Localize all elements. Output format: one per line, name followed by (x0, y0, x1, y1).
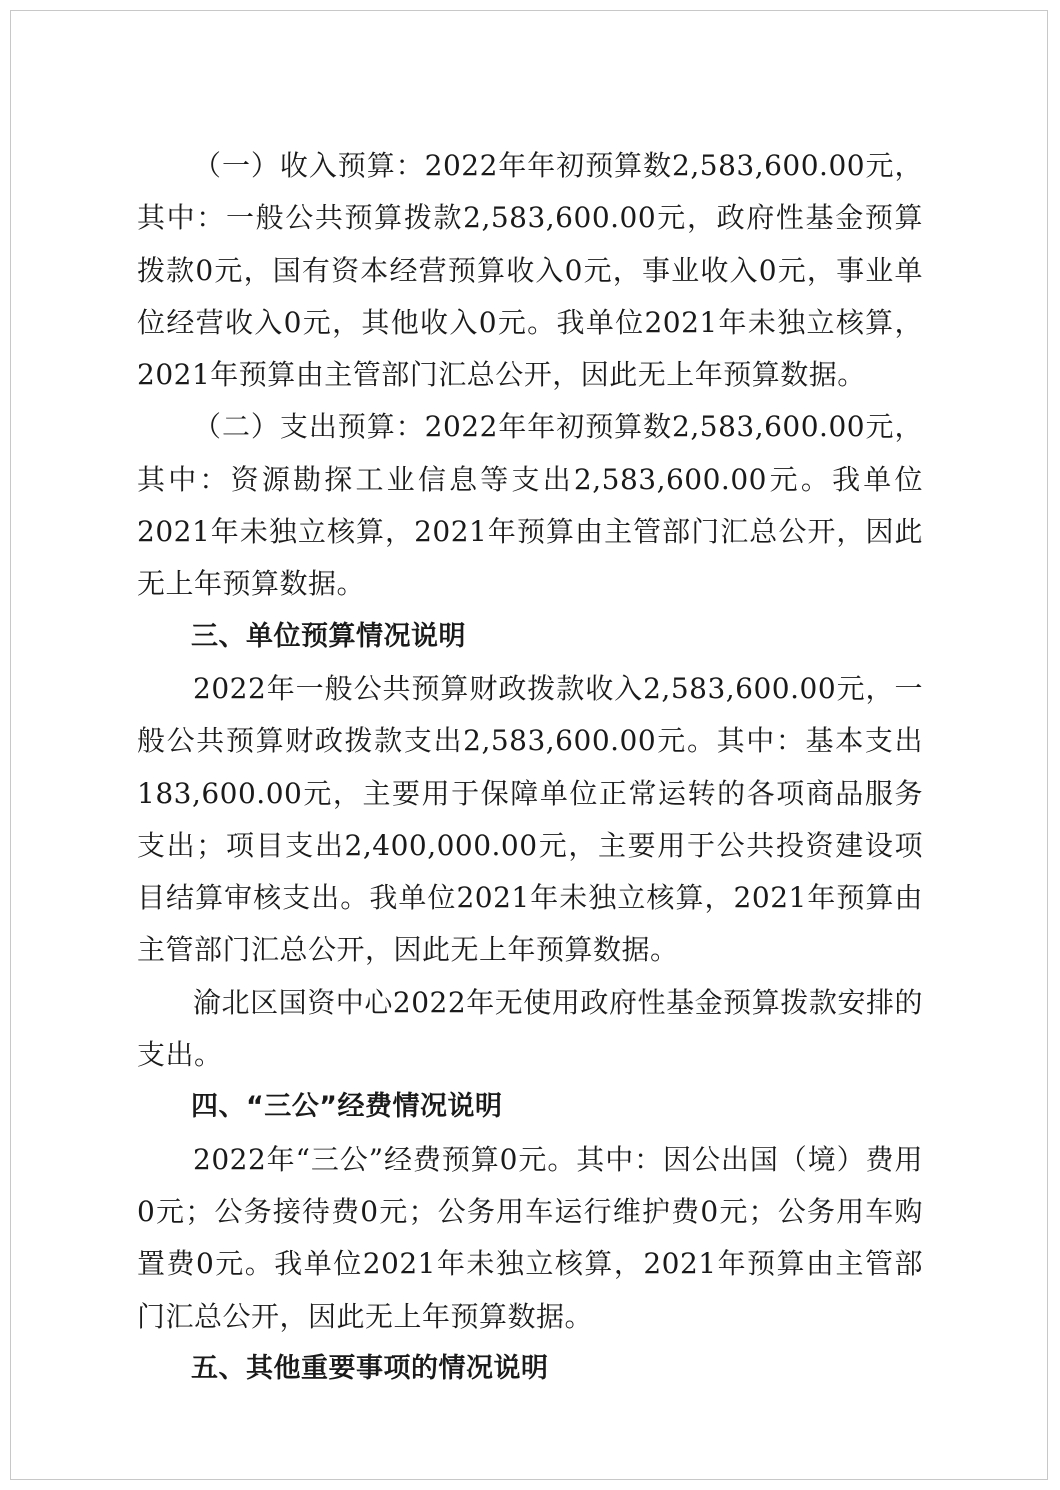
income-budget-paragraph: （一）收入预算：2022年年初预算数2,583,600.00元，其中：一般公共预算拨款2,583,600.00元，政府性基金预算拨款0元，国有资本经营预算收入0元，事业收入0元，事业单位经营收入0元，其他收入0元。我单位2021年未独立核算，2021年预算由主管部门汇总公开，因此无上年预算数据。 (137, 149, 923, 392)
three-public-expenses-paragraph: 2022年“三公”经费预算0元。其中：因公出国（境）费用0元；公务接待费0元；公务用车运行维护费0元；公务用车购置费0元。我单位2021年未独立核算，2021年预算由主管部门汇总公开，因此无上年预算数据。 (137, 1142, 923, 1333)
government-fund-paragraph: 渝北区国资中心2022年无使用政府性基金预算拨款安排的支出。 (137, 985, 923, 1072)
section-heading-5: 五、其他重要事项的情况说明 (191, 1352, 549, 1384)
section-heading-3: 三、单位预算情况说明 (191, 620, 466, 652)
expenditure-budget-paragraph: （二）支出预算：2022年年初预算数2,583,600.00元，其中：资源勘探工业信息等支出2,583,600.00元。我单位2021年未独立核算，2021年预算由主管部门汇总公开，因此无上年预算数据。 (137, 410, 923, 601)
section-heading-4: 四、“三公”经费情况说明 (191, 1091, 503, 1123)
unit-budget-paragraph: 2022年一般公共预算财政拨款收入2,583,600.00元，一般公共预算财政拨款支出2,583,600.00元。其中：基本支出183,600.00元，主要用于保障单位正常运转的各项商品服务支出；项目支出2,400,000.00元，主要用于公共投资建设项目结算审核支出。我单位2021年未独立核算，2021年预算由主管部门汇总公开，因此无上年预算数据。 (137, 671, 923, 967)
document-body (137, 140, 923, 1395)
